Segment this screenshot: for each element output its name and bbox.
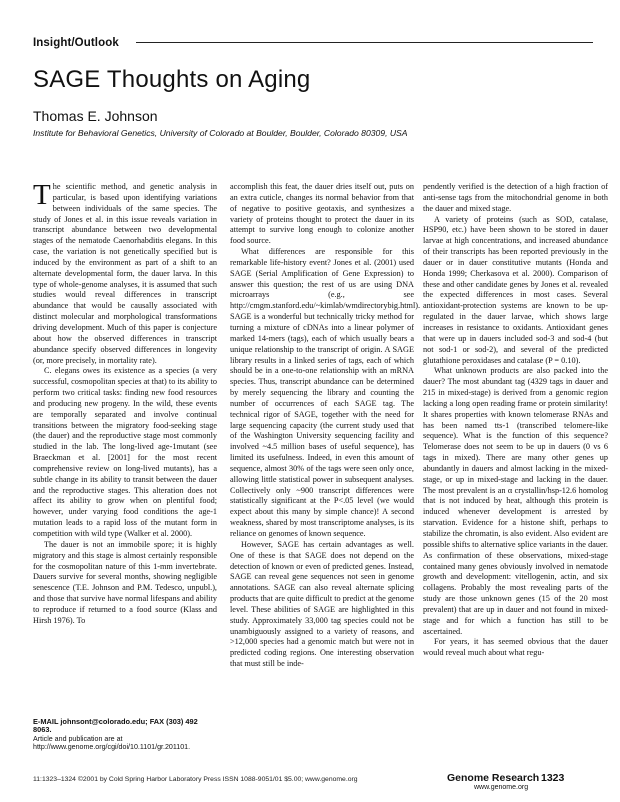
paragraph xyxy=(33,179,217,366)
paragraph: However, SAGE has certain advantages as well. One of these is that SAGE does not depend on the detection of known or even of predicted genes. Instead, SAGE can reveal gene sequences not seen in genome annotations. SAGE can also reveal alternate splicing products that are quite difficult to predict at the genome level. These abilities of SAGE are highlighted in this study. Approximately 33,000 tag species could not be unambiguously assigned to a variety of reasons, and >12,000 species had a genomic match but were not in predicted coding regions. One interesting observation that must still be inde- xyxy=(230,539,414,669)
footnote-email: E-MAIL johnsont@colorado.edu; FAX (303) 492 8063. xyxy=(33,717,198,735)
footer-journal: Genome Research xyxy=(447,772,540,784)
page-footer xyxy=(33,771,593,791)
body-column-1 xyxy=(33,179,217,627)
drop-cap: T xyxy=(33,179,51,211)
body-column-3 xyxy=(423,182,608,659)
section-rule xyxy=(136,42,593,43)
section-header xyxy=(33,33,593,51)
footer-citation: 11:1323–1324 ©2001 by Cold Spring Harbor Laboratory Press ISSN 1088-9051/01 $5.00; www.genome.org xyxy=(33,776,358,783)
article-affiliation: Institute for Behavioral Genetics, University of Colorado at Boulder, Boulder, Colorado 80309, USA xyxy=(33,128,408,138)
footer-url[interactable]: www.genome.org xyxy=(474,784,529,791)
paragraph: A variety of proteins (such as SOD, catalase, HSP90, etc.) have been shown to be stored in dauer larvae at high concentrations, and increased abundance of their transcripts has been reported previously in the dauer or in dauer constitutive mutants (Honda and Honda 1999; Cherkasova et al. 2000). Comparison of these and other candidate genes by Jones et al. revealed the expected differences in most cases. Several antioxidant-protection systems are known to be up-regulated in the dauer larvae, which shows large increases in resistance to oxidants. Antioxidant genes that were up in dauers included sod-3 and sod-4 (but not sod-1 or sod-2), and several of the predicted glutathione peroxidases and catalase (P = 0.10). xyxy=(423,214,608,365)
footnote-article: Article and publication are at http://www.genome.org/cgi/doi/10.1101/gr.201101. xyxy=(33,734,191,751)
section-label: Insight/Outlook xyxy=(33,37,119,49)
footnote xyxy=(33,718,217,751)
paragraph: pendently verified is the detection of a high fraction of anti-sense tags from the mitochondrial genome in both the dauer and mixed stage. xyxy=(423,182,608,213)
paragraph: C. elegans owes its existence as a species (a very successful, cosmopolitan species at that) to its ability to perform two critical tasks: finding new food resources and producing new progeny. In the wild, these events are temporally separated and involve continual transitions between the migratory food-seeking stage (the dauer) and the reproductive stage most commonly studied in the lab. The long-lived age-1mutant (see Braeckman et al. [2001] for the most recent comprehensive review on long-lived mutants), has a subtle change in its ability to transit between the dauer and the reproductive stages. This alteration does not affect its ability to grow when on plentiful food; however, under varying food conditions the age-1 mutation leads to a rapid loss of the mutant form in competition with wild type (Walker et al. 2000). xyxy=(33,366,217,538)
paragraph: What differences are responsible for this remarkable life-history event? Jones et al. (2001) used SAGE (Serial Amplification of Gene Expression) to answer this question; the rest of us are using DNA microarrays (e.g., see http://cmgm.stanford.edu/~kimlab/wmdirectorybig.html). SAGE is a wonderful but technically tricky method for turning a mixture of cDNAs into a linear polymer of marked 14-mers (tags), each of which usually bears a unique relationship to the transcript of origin. A SAGE library results in a linked series of tags, each of which should be in a one-to-one relationship with an mRNA species. Thus, transcript abundance can be determined by merely sequencing the library and counting the number of occurrences of each SAGE tag. The technical rigor of SAGE, together with the need for large sequencing capacity (the current study used that of the Washington University sequencing facility and involved ~4.5 million bases of useful sequence), has limited its usefulness. Indeed, in even this amount of sequence, almost 30% of the tags were seen only once, allowing little statistical power in subsequent analyses. Collectively only ~900 transcript differences were statistically significant at the P<.05 level (we would expect about this many by simple chance)! A second weakness, shared by most transcriptome analyses, is its reliance on genomes of known sequence. xyxy=(230,247,421,538)
article-title: SAGE Thoughts on Aging xyxy=(33,66,311,93)
body-column-2 xyxy=(230,182,421,670)
article-author: Thomas E. Johnson xyxy=(33,108,158,124)
paragraph: What unknown products are also packed into the dauer? The most abundant tag (4329 tags in dauer and 215 in mixed-stage) is derived from a genomic region lacking a long open reading frame or protein similarity! It shares properties with known telomerase RNAs and has been named tts-1 (transcribed telomere-like sequence). What is the function of this sequence? Telomerase does not seem to be up in dauers (0 vs 6 tags in mixed). There are many other genes up abundantly in dauers and almost lacking in the mixed-stage, or up in mixed-stage and lacking in the dauer. The most prevalent is an α crystallin/hsp-12.6 homolog that is not induced by heat, although this protein is induced whenever development is arrested by starvation. Evidence for a histone shift, perhaps to stabilize the chromatin, is also evident. Also evident are possible shifts to alternative splice variants in the dauer. As confirmation of these observations, mixed-stage contained many genes obviously involved in nematode growth and development: vitellogenin, actin, and six collagens. Probably the most revealing parts of the study are those unknown genes (15 of the 20 most prevalent) that are up in dauer and not found in mixed-stage and for which a function has still to be ascertained. xyxy=(423,366,608,636)
paragraph-text: he scientific method, and genetic analysis in particular, is based upon identifying variations between individuals of the same species. The study of Jones et al. in this issue reveals variation in transcript abundance between two developmental stages of the nematode Caenorhabditis elegans. In this case, the variation is not genetically specified but is induced by the environment as part of a shift to an alternate developmental form, the dauer larva. In this type of whole-genome analyses, it is assumed that such studies would reveal differences in transcript abundance that would be causally associated with distinct molecular and morphological transformations driving development. Much of this paper is conjecture about how the observed differences in transcript abundance specify observed differences in longevity (or, more precisely, in mortality rate). xyxy=(33,182,217,365)
page-number: 1323 xyxy=(541,772,565,784)
paragraph: accomplish this feat, the dauer dries itself out, puts on an extra cuticle, changes its normal behavior from that of negative to positive geotaxis, and synthesizes a variety of proteins thought to protect the dauer in its attempt to survive long enough to colonize another food source. xyxy=(230,182,414,246)
paragraph: The dauer is not an immobile spore; it is highly migratory and this stage is almost certainly responsible for the cosmopolitan nature of this 1-mm invertebrate. Dauers survive for several months, showing negligible senescence (T.E. Johnson and P.M. Tedesco, unpubl.), and those that survive have normal lifespans and ability to reproduce if returned to a food source (Klass and Hirsh 1976). To xyxy=(33,539,217,625)
paragraph: For years, it has seemed obvious that the dauer would reveal much about what regu- xyxy=(423,637,608,658)
